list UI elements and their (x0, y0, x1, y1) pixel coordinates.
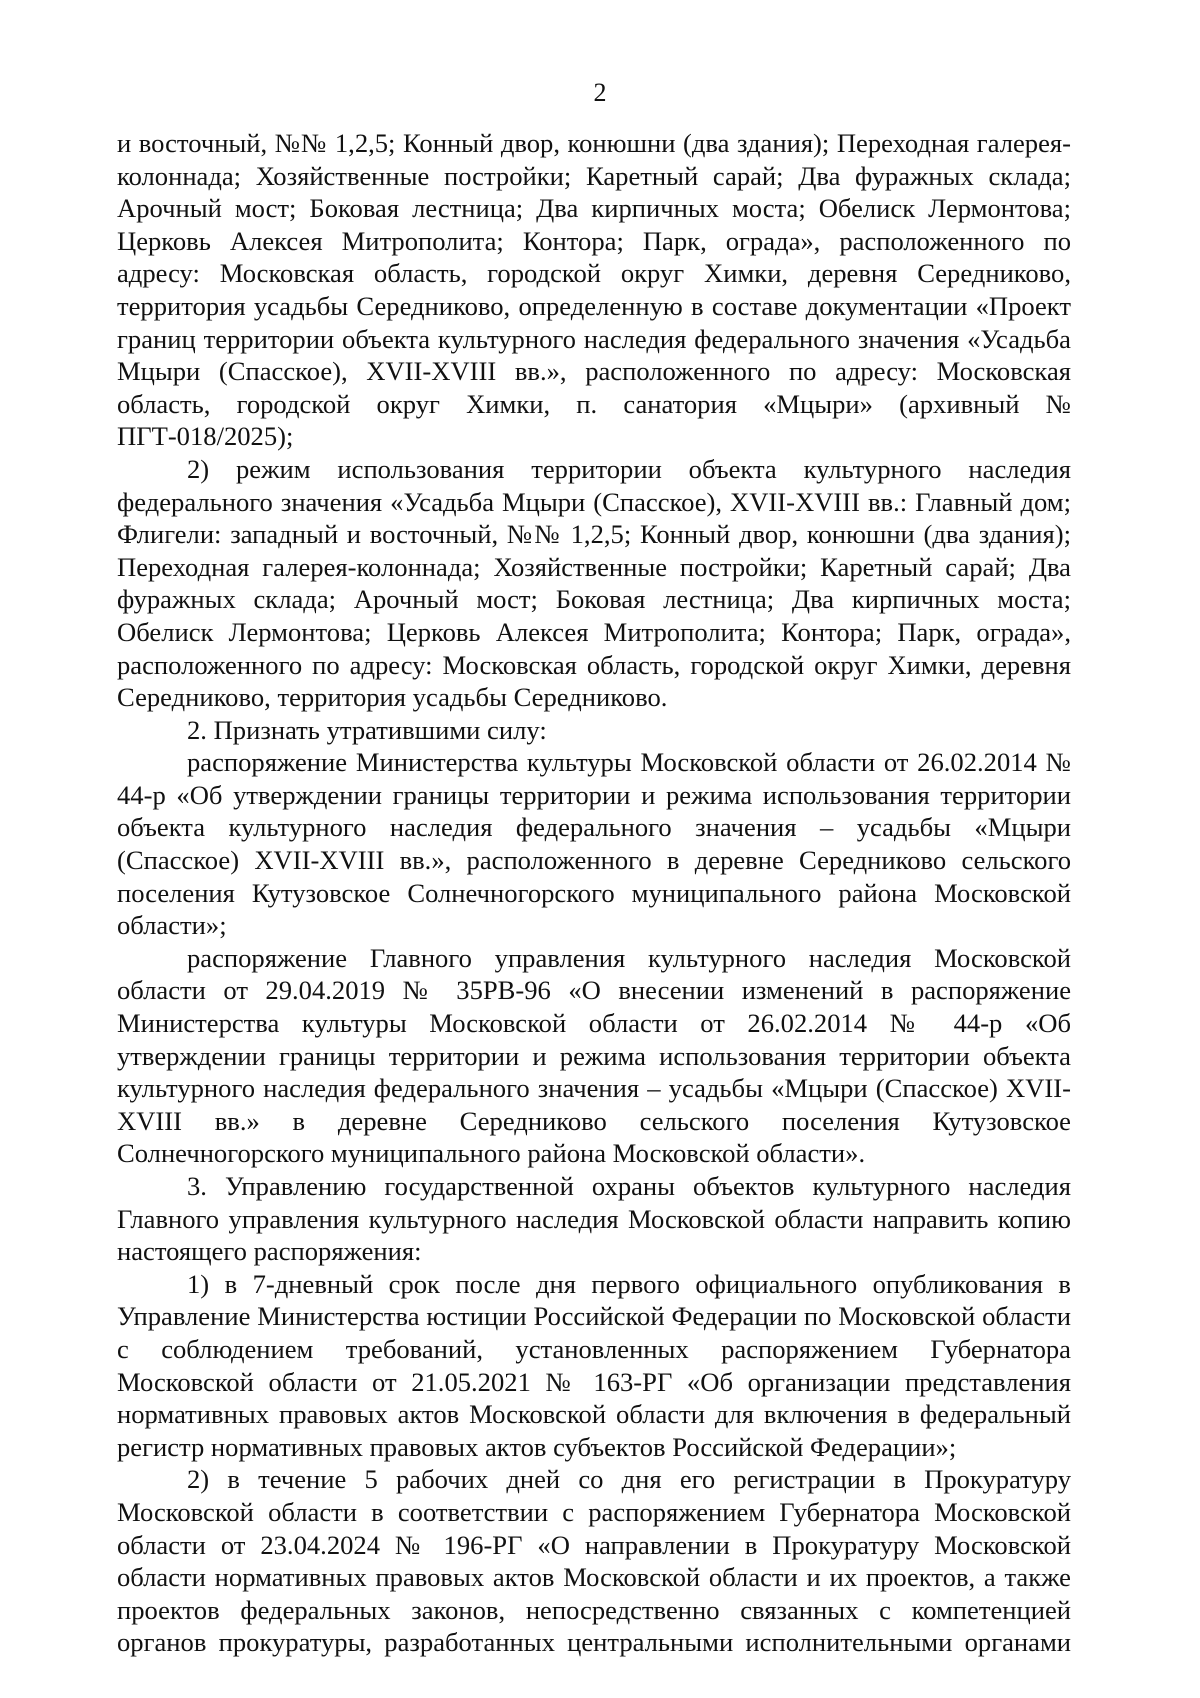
paragraph-continuation: и восточный, №№ 1,2,5; Конный двор, конюшни (два здания); Переходная галерея-колоннада; Хозяйственные постройки; Каретный сарай; Два фуражных склада; Арочный мост; Боковая лестница; Два кирпичных моста; Обелиск Лермонтова; Церковь Алексея Митрополита; Контора; Парк, ограда», расположенного по адресу: Московская область, городской округ Химки, деревня Середниково, территория усадьбы Середниково, определенную в составе документации «Проект границ территории объекта культурного наследия федерального значения «Усадьба Мцыри (Спасское), XVII-XVIII вв.», расположенного по адресу: Московская область, городской округ Химки, п. санатория «Мцыри» (архивный № ПГТ-018/2025); (117, 128, 1071, 452)
paragraph-section-3-item-1: 1) в 7-дневный срок после дня первого официального опубликования в Управление Министерства юстиции Российской Федерации по Московской области с соблюдением требований, установленных распоряжением Губернатора Московской области от 21.05.2021 № 163-РГ «Об организации представления нормативных правовых актов Московской области для включения в федеральный регистр нормативных правовых актов субъектов Российской Федерации»; (117, 1268, 1071, 1462)
paragraph-item-2-regime: 2) режим использования территории объекта культурного наследия федерального значения «Усадьба Мцыри (Спасское), XVII-XVIII вв.: Главный дом; Флигели: западный и восточный, №№ 1,2,5; Конный двор, конюшни (два здания); Переходная галерея-колоннада; Хозяйственные постройки; Каретный сарай; Два фуражных склада; Арочный мост; Боковая лестница; Два кирпичных моста; Обелиск Лермонтова; Церковь Алексея Митрополита; Контора; Парк, ограда», расположенного по адресу: Московская область, городской округ Химки, деревня Середниково, территория усадьбы Середниково. (117, 453, 1071, 713)
paragraph-section-2-heading: 2. Признать утратившими силу: (187, 714, 547, 745)
paragraph-section-3: 3. Управлению государственной охраны объектов культурного наследия Главного управления культурного наследия Московской области направить копию настоящего распоряжения: (117, 1171, 1071, 1267)
paragraph-revoked-order-2: распоряжение Главного управления культурного наследия Московской области от 29.04.2019 № 35РВ-96 «О внесении изменений в распоряжение Министерства культуры Московской области от 26.02.2014 № 44-р «Об утверждении границы территории и режима использования территории объекта культурного наследия федерального значения – усадьбы «Мцыри (Спасское) XVII-XVIII вв.» в деревне Середниково сельского поселения Кутузовское Солнечногорского муниципального района Московской области». (117, 942, 1071, 1169)
paragraph-section-3-item-2: 2) в течение 5 рабочих дней со дня его регистрации в Прокуратуру Московской области в соответствии с распоряжением Губернатора Московской области от 23.04.2024 № 196-РГ «О направлении в Прокуратуру Московской области нормативных правовых актов Московской области и их проектов, а также проектов федеральных законов, непосредственно связанных с компетенцией органов прокуратуры, разработанных центральными исполнительными органами (117, 1464, 1071, 1658)
paragraph-revoked-order-1: распоряжение Министерства культуры Московской области от 26.02.2014 № 44-р «Об утверждении границы территории и режима использования территории объекта культурного наследия федерального значения – усадьбы «Мцыри (Спасское) XVII-XVIII вв.», расположенного в деревне Середниково сельского поселения Кутузовское Солнечногорского муниципального района Московской области»; (117, 747, 1071, 941)
document-body (117, 127, 1071, 1659)
page-number: 2 (593, 78, 607, 107)
